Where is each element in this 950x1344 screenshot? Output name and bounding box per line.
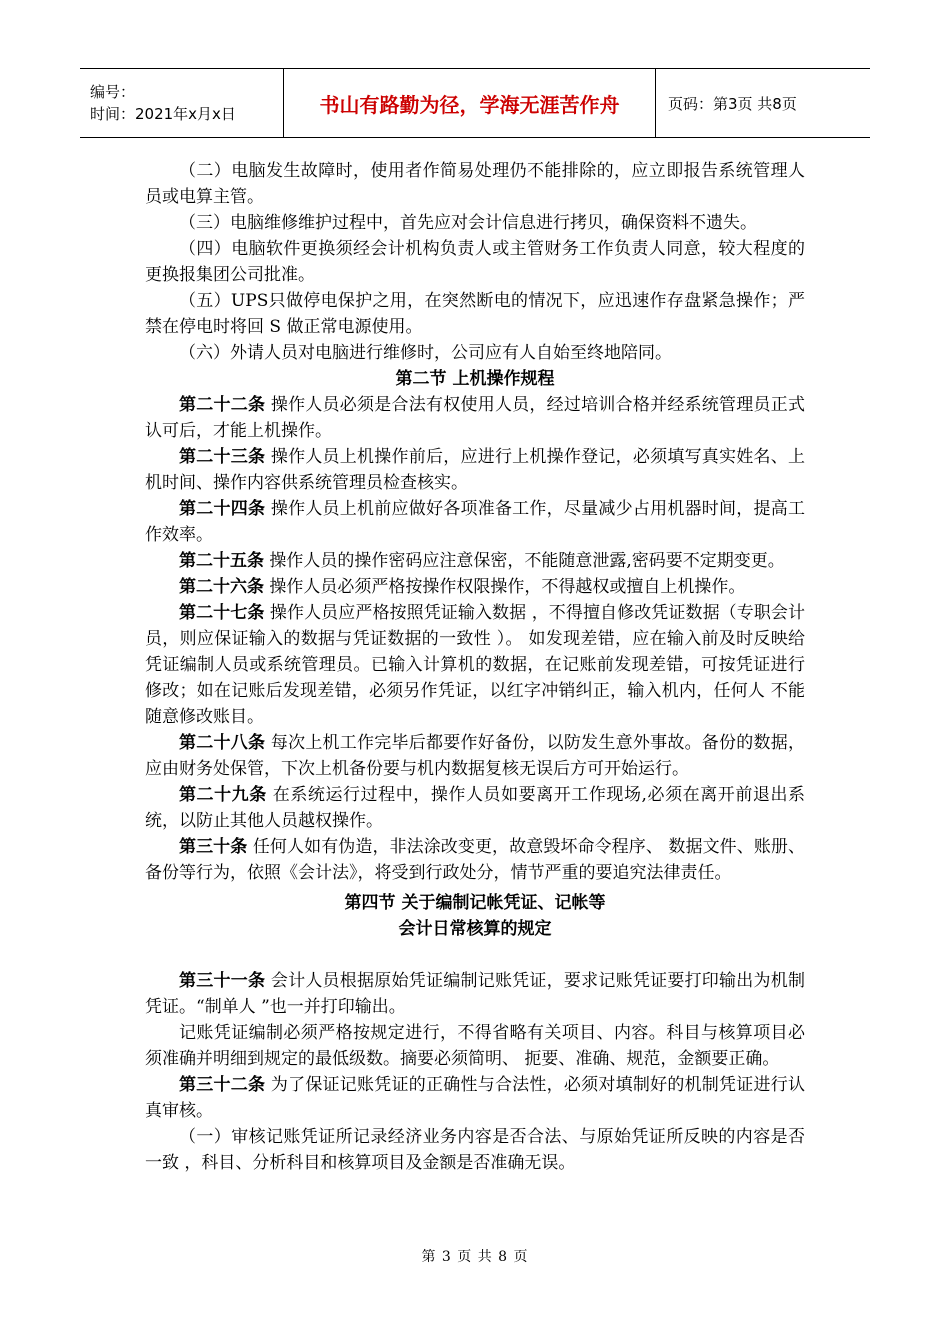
article-22 [145,392,805,444]
header-page-info: 页码：第3页 共8页 [668,94,797,113]
article-26 [145,574,805,600]
article-24 [145,496,805,548]
paragraph: （三）电脑维修维护过程中，首先应对会计信息进行拷贝，确保资料不遗失。 [179,213,757,233]
paragraph: （二）电脑发生故障时，使用者作简易处理仍不能排除的，应立即报告系统管理人员或电算主管。 [145,161,805,207]
article-title: 第二十八条 [179,733,266,753]
header-meta [80,69,284,137]
article-25 [145,548,805,574]
paragraph: 记账凭证编制必须严格按规定进行，不得省略有关项目、内容。科目与核算项目必须准确并明细到规定的最低级数。摘要必须简明、 扼要、准确、规范，金额要正确。 [145,1023,805,1069]
article-27 [145,600,805,730]
spacer [145,942,805,968]
article-32 [145,1072,805,1124]
page-footer: 第 3 页 共 8 页 [421,1249,529,1265]
article-text: 为了保证记账凭证的正确性与合法性，必须对填制好的机制凭证进行认真审核。 [145,1075,806,1121]
article-title: 第二十七条 [179,603,265,623]
paragraph: （四）电脑软件更换须经会计机构负责人或主管财务工作负责人同意，较大程度的更换报集团公司批准。 [145,239,805,285]
section-heading-continued: 会计日常核算的规定 [398,919,552,939]
paragraph: （六）外请人员对电脑进行维修时，公司应有人自始至终地陪同。 [179,343,672,363]
article-title: 第二十四条 [179,499,266,519]
article-title: 第三十条 [179,837,248,857]
header-motto: 书山有路勤为径，学海无涯苦作舟 [284,69,656,137]
article-text: 操作人员上机前应做好各项准备工作，尽量减少占用机器时间，提高工作效率。 [145,499,806,545]
article-text: 操作人员的操作密码应注意保密，不能随意泄露,密码要不定期变更。 [264,551,785,571]
paragraph: （五）UPS只做停电保护之用，在突然断电的情况下，应迅速作存盘紧急操作；严禁在停电时将回 S 做正常电源使用。 [145,291,805,337]
article-30 [145,834,805,886]
document-body [145,158,805,1176]
article-text: 操作人员必须是合法有权使用人员，经过培训合格并经系统管理员正式认可后，才能上机操作。 [145,395,806,441]
article-text: 任何人如有伪造，非法涂改变更，故意毁坏命令程序、 数据文件、账册、备份等行为，依照《会计法》，将受到行政处分，情节严重的要追究法律责任。 [145,837,806,883]
article-title: 第三十二条 [179,1075,266,1095]
section-heading: 第四节 关于编制记帐凭证、记帐等 [344,893,606,913]
doc-date: 时间：2021年x月x日 [90,105,236,123]
article-text: 操作人员必须严格按操作权限操作，不得越权或擅自上机操作。 [264,577,746,597]
article-text: 每次上机工作完毕后都要作好备份，以防发生意外事故。备份的数据，应由财务处保管，下次上机备份要与机内数据复核无误后方可开始运行。 [145,733,806,779]
article-23 [145,444,805,496]
article-text: 在系统运行过程中，操作人员如要离开工作现场,必须在离开前退出系统，以防止其他人员越权操作。 [145,785,806,831]
article-title: 第二十九条 [179,785,267,805]
article-title: 第二十六条 [179,577,264,597]
page-header [80,68,870,138]
doc-number-label: 编号： [90,83,136,101]
article-28 [145,730,805,782]
article-29 [145,782,805,834]
article-title: 第二十三条 [179,447,266,467]
paragraph: （一）审核记账凭证所记录经济业务内容是否合法、与原始凭证所反映的内容是否一致 ，科目、分析科目和核算项目及金额是否准确无误。 [145,1127,805,1173]
article-31 [145,968,805,1020]
article-title: 第二十二条 [179,395,266,415]
article-title: 第三十一条 [179,971,266,991]
article-title: 第二十五条 [179,551,264,571]
article-text: 操作人员上机操作前后，应进行上机操作登记，必须填写真实姓名、上机时间、操作内容供系统管理员检查核实。 [145,447,806,493]
article-text: 会计人员根据原始凭证编制记账凭证，要求记账凭证要打印输出为机制凭证。“制单人 ”也一并打印输出。 [145,971,806,1017]
section-heading: 第二节 上机操作规程 [395,369,555,389]
article-text: 操作人员应严格按照凭证输入数据 ，不得擅自修改凭证数据（专职会计员，则应保证输入的数据与凭证数据的一致性 ）。 如发现差错，应在输入前及时反映给凭证编制人员或系统管理员。已输入计算机的数据，在记账前发现差错，可按凭证进行修改；如在记账后发现差错，必须另作凭证，以红字冲销纠正，输入机内，任何人 不能随意修改账目。 [145,603,806,727]
